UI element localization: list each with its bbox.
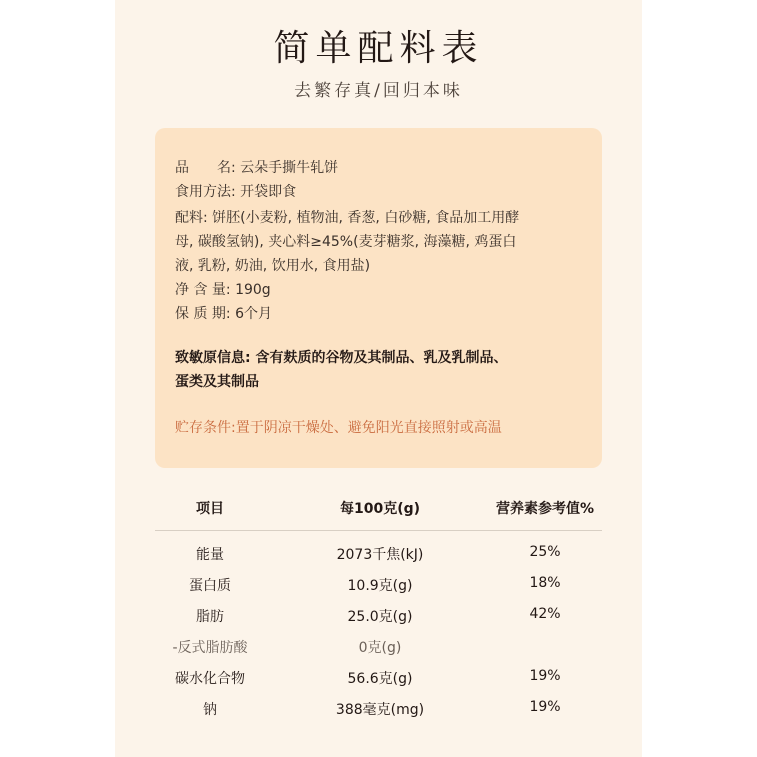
page-title: 简单配料表 [273, 28, 484, 69]
row-item: 碳水化合物 [175, 671, 245, 687]
row-item: 钠 [203, 702, 217, 718]
ingredients-line-1: 配料: 饼胚(小麦粉, 植物油, 香葱, 白砂糖, 食品加工用酵 [175, 210, 520, 226]
row-per100: 2073千焦(kJ) [336, 547, 424, 563]
nutrition-table-body [155, 544, 602, 734]
row-per100: 56.6克(g) [347, 671, 413, 687]
row-nrv: 19% [529, 699, 561, 715]
row-nrv: 18% [529, 575, 561, 591]
net-content: 净 含 量: 190g [175, 282, 271, 298]
row-per100: 388毫克(mg) [335, 702, 425, 718]
row-item: 脂肪 [196, 609, 224, 625]
row-per100: 0克(g) [358, 640, 402, 656]
table-row [155, 699, 602, 729]
allergen-line-2: 蛋类及其制品 [175, 374, 259, 390]
row-per100: 25.0克(g) [347, 609, 413, 625]
nutrition-table-header [155, 494, 602, 531]
page-subtitle: 去繁存真/回归本味 [294, 81, 463, 101]
ingredient-page [115, 0, 642, 757]
ingredients-line-2: 母, 碳酸氢钠), 夹心料≥45%(麦芽糖浆, 海藻糖, 鸡蛋白 [175, 234, 517, 250]
row-item: 能量 [196, 547, 224, 563]
table-row [155, 668, 602, 698]
row-item: -反式脂肪酸 [172, 640, 248, 656]
product-info-card [155, 128, 602, 468]
table-row [155, 637, 602, 667]
row-per100: 10.9克(g) [347, 578, 413, 594]
row-item: 蛋白质 [189, 578, 231, 594]
row-nrv: 42% [529, 606, 561, 622]
table-row [155, 544, 602, 574]
product-name: 品 名: 云朵手撕牛轧饼 [175, 160, 339, 176]
table-row [155, 575, 602, 605]
row-nrv: 19% [529, 668, 561, 684]
row-nrv: 25% [529, 544, 561, 560]
table-row [155, 606, 602, 636]
header-per100: 每100克(g) [339, 501, 421, 517]
allergen-line-1: 致敏原信息: 含有麸质的谷物及其制品、乳及乳制品、 [175, 350, 508, 366]
header-nrv: 营养素参考值% [495, 501, 595, 517]
shelf-life: 保 质 期: 6个月 [175, 306, 272, 322]
ingredients-line-3: 液, 乳粉, 奶油, 饮用水, 食用盐) [175, 258, 371, 274]
allergen-info [175, 346, 595, 394]
header-item: 项目 [196, 501, 224, 517]
usage-method: 食用方法: 开袋即食 [175, 184, 297, 200]
storage-conditions: 贮存条件:置于阴凉干燥处、避免阳光直接照射或高温 [175, 420, 502, 436]
